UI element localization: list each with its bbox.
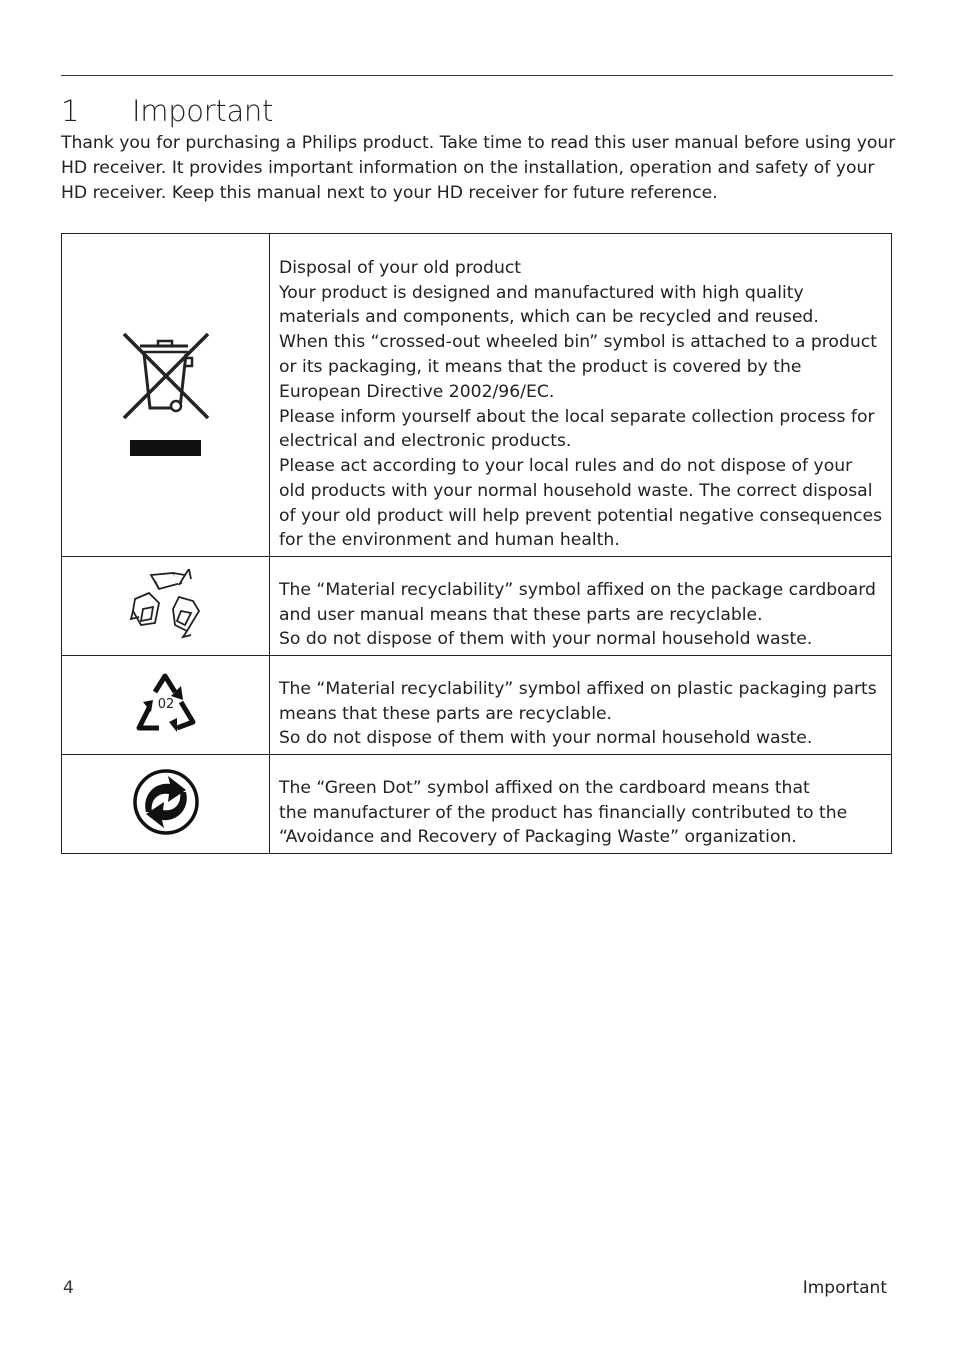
text-cell <box>270 557 892 656</box>
table-row <box>62 557 892 656</box>
recyclability-text: So do not dispose of them with your normal household waste. <box>279 629 813 650</box>
intro-paragraph: Thank you for purchasing a Philips product. Take time to read this user manual before using your HD receiver. It provides important information on the installation, operation and safety of your HD receiver. Keep this manual next to your HD receiver for future reference. <box>61 133 896 203</box>
green-dot-text: the manufacturer of the product has financially contributed to the <box>279 802 848 823</box>
plastic-code-label: 02 <box>157 697 174 712</box>
crossed-out-wheeled-bin-icon <box>118 328 214 462</box>
recyclability-text: The “Material recyclability” symbol affixed on the package cardboard and user manual means that these parts are recyclable. <box>279 579 876 625</box>
green-dot-text: “Avoidance and Recovery of Packaging Waste” organization. <box>279 827 797 848</box>
disposal-text: When this “crossed-out wheeled bin” symbol is attached to a product or its packaging, it means that the product is covered by the European Directive 2002/96/EC. <box>279 332 877 402</box>
cardboard-recycle-icon <box>129 569 203 643</box>
disposal-heading: Disposal of your old product <box>279 257 522 278</box>
disposal-text: Your product is designed and manufactured with high quality materials and components, which can be recycled and reused. <box>279 282 819 328</box>
recyclability-text: So do not dispose of them with your normal household waste. <box>279 728 813 749</box>
table-row <box>62 656 892 755</box>
disposal-text: Please inform yourself about the local separate collection process for electrical and electronic products. <box>279 406 875 452</box>
header-rule <box>61 75 893 76</box>
table-row <box>62 755 892 854</box>
section-title: Important <box>132 94 274 128</box>
text-cell <box>270 755 892 854</box>
text-cell <box>270 234 892 557</box>
icon-cell <box>62 656 270 755</box>
icon-cell <box>62 557 270 656</box>
disposal-info-table <box>61 233 892 854</box>
footer-section-title: Important <box>802 1278 887 1298</box>
page-title <box>61 94 273 128</box>
green-dot-text: The “Green Dot” symbol affixed on the cardboard means that <box>279 777 810 798</box>
text-cell <box>270 656 892 755</box>
icon-cell <box>62 755 270 854</box>
recyclability-text: The “Material recyclability” symbol affixed on plastic packaging parts means that these parts are recyclable. <box>279 678 877 724</box>
icon-cell <box>62 234 270 557</box>
green-dot-icon <box>132 768 200 840</box>
plastic-recycle-icon <box>131 670 201 740</box>
disposal-text: Please act according to your local rules and do not dispose of your old products with your normal household waste. The correct disposal of your old product will help prevent potential negative consequences for the environment and human health. <box>279 456 883 551</box>
section-number: 1 <box>61 94 80 128</box>
table-row <box>62 234 892 557</box>
page-number: 4 <box>63 1278 74 1298</box>
